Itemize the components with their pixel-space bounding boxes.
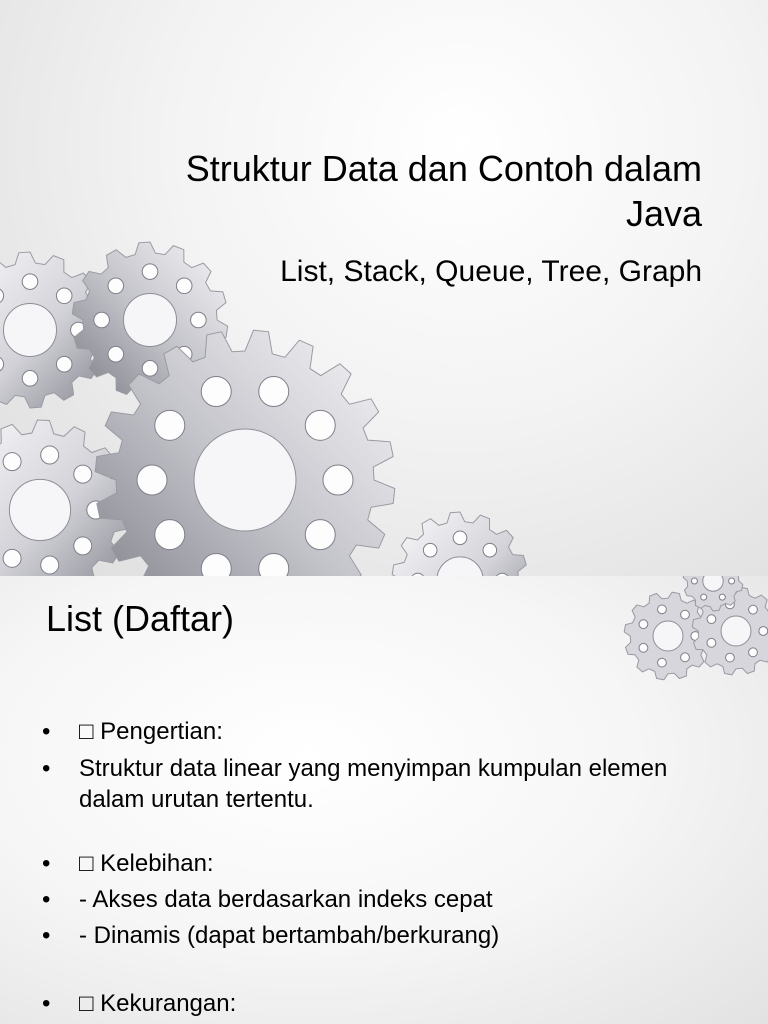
list-item <box>42 988 732 1019</box>
slide-subtitle: List, Stack, Queue, Tree, Graph <box>280 255 702 288</box>
bullet-dot: • <box>42 718 51 745</box>
bullet-dot: • <box>42 755 51 782</box>
list-item-text: - Dinamis (dapat bertambah/berkurang) <box>79 922 500 949</box>
list-item <box>42 753 732 815</box>
bullet-dot: • <box>42 886 51 913</box>
bullet-dot: • <box>42 922 51 949</box>
list-item <box>42 848 732 879</box>
content-slide <box>0 576 768 1024</box>
bullet-dot: • <box>42 990 51 1017</box>
bullet-list <box>42 716 732 1019</box>
slide-title: Struktur Data dan Contoh dalam Java <box>185 148 702 234</box>
slide-heading: List (Daftar) <box>46 598 235 639</box>
list-item-text: □ Pengertian: <box>79 718 223 745</box>
list-item-text: □ Kekurangan: <box>79 990 237 1017</box>
bullet-dot: • <box>42 850 51 877</box>
list-item <box>42 884 732 915</box>
list-spacer <box>42 951 732 984</box>
list-item-text: - Akses data berdasarkan indeks cepat <box>79 886 493 913</box>
list-spacer <box>42 815 732 848</box>
list-item <box>42 716 732 747</box>
small-gears-illustration-icon <box>618 576 768 726</box>
list-item-text: Struktur data linear yang menyimpan kumpulan elemen dalam urutan tertentu. <box>79 755 668 813</box>
list-item <box>42 920 732 951</box>
list-item-text: □ Kelebihan: <box>79 850 214 877</box>
gear-shape <box>392 512 528 576</box>
